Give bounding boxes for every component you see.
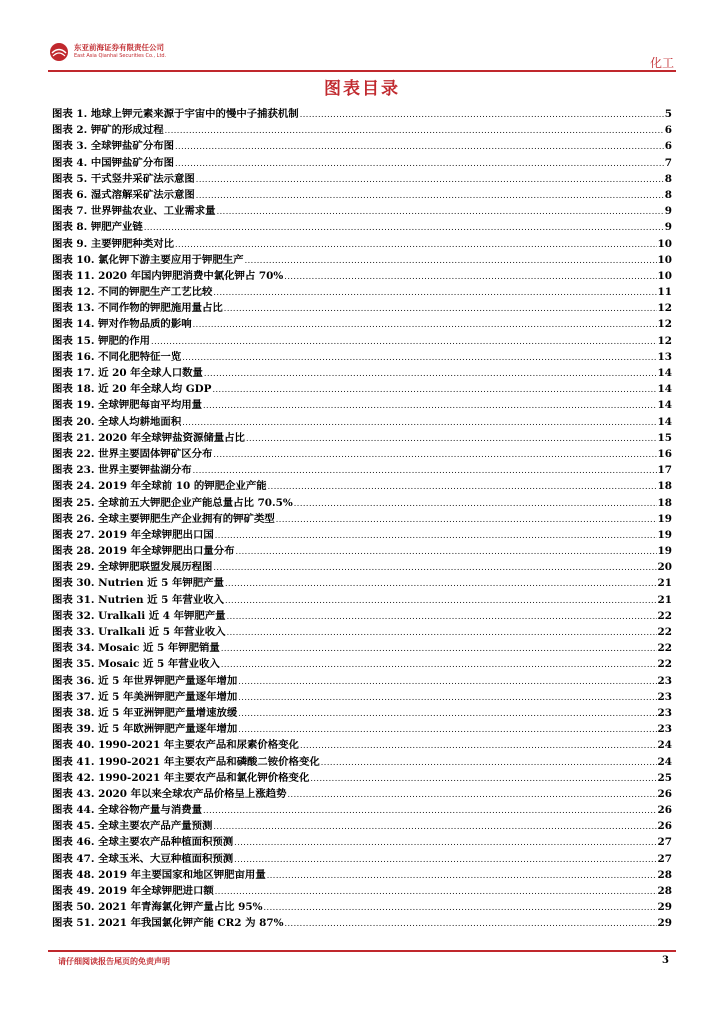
toc-leader-dots [213,818,656,835]
toc-entry[interactable] [52,834,672,850]
toc-entry-page[interactable]: 14 [657,415,672,428]
toc-entry-page[interactable]: 28 [657,885,672,897]
toc-entry[interactable] [52,527,672,543]
toc-entry[interactable] [52,592,672,608]
toc-leader-dots [227,624,657,641]
toc-entry[interactable] [52,333,672,349]
toc-entry-page[interactable]: 14 [657,383,672,396]
toc-entry-label[interactable]: 图表 31. Nutrien 近 5 年营业收入 [52,593,224,606]
toc-leader-dots [321,754,657,771]
toc-entry-label[interactable]: 图表 3. 全球钾盐矿分布图 [52,140,174,153]
toc-entry[interactable] [52,721,672,737]
toc-entry-label[interactable]: 图表 37. 近 5 年美洲钾肥产量逐年增加 [52,690,238,703]
toc-entry-label[interactable]: 图表 11. 2020 年国内钾肥消费中氯化钾占 70% [52,269,284,282]
toc-entry-label[interactable]: 图表 48. 2019 年主要国家和地区钾肥亩用量 [52,868,266,881]
toc-leader-dots [196,187,664,204]
toc-entry-page[interactable]: 22 [657,642,672,655]
toc-entry[interactable] [52,705,672,721]
toc-leader-dots [151,333,656,350]
toc-leader-dots [213,559,656,576]
toc-entry-label[interactable]: 图表 26. 全球主要钾肥生产企业拥有的钾矿类型 [52,512,275,525]
toc-leader-dots [246,430,657,447]
toc-entry[interactable] [52,559,672,575]
toc-entry[interactable] [52,818,672,834]
company-name-cn: 东亚前海证券有限责任公司 [74,43,164,52]
toc-leader-dots [193,462,657,479]
toc-entry-page[interactable]: 21 [657,593,672,606]
toc-entry-page[interactable]: 12 [657,334,672,347]
toc-entry[interactable] [52,754,672,770]
toc-entry-page[interactable]: 29 [657,917,672,930]
toc-entry-page[interactable]: 26 [657,787,672,800]
toc-entry[interactable] [52,381,672,397]
toc-leader-dots [234,834,656,851]
toc-leader-dots [182,414,656,431]
toc-entry[interactable] [52,106,672,122]
toc-entry-label[interactable]: 图表 27. 2019 年全球钾肥出口国 [52,528,214,541]
toc-entry-page[interactable]: 12 [657,302,672,315]
toc-entry-label[interactable]: 图表 38. 近 5 年亚洲钾肥产量增速放缓 [52,706,238,719]
toc-entry[interactable] [52,495,672,511]
toc-entry[interactable] [52,430,672,446]
toc-entry-page[interactable]: 21 [657,577,672,590]
toc-leader-dots [213,284,656,301]
toc-leader-dots [213,446,656,463]
toc-leader-dots [225,592,657,609]
toc-leader-dots [175,138,664,155]
toc-entry[interactable] [52,138,672,154]
toc-entry-label[interactable]: 图表 42. 1990-2021 年主要农产品和氯化钾价格变化 [52,771,310,784]
toc-entry[interactable] [52,883,672,899]
toc-entry-label[interactable]: 图表 13. 不同作物的钾肥施用量占比 [52,302,223,315]
toc-leader-dots [300,737,657,754]
toc-entry[interactable] [52,446,672,462]
toc-leader-dots [182,349,656,366]
toc-entry-label[interactable]: 图表 49. 2019 年全球钾肥进口额 [52,885,214,897]
toc-leader-dots [165,122,664,139]
toc-leader-dots [227,608,657,625]
toc-entry-label[interactable]: 图表 25. 全球前五大钾肥企业产能总量占比 70.5% [52,496,293,509]
toc-leader-dots [284,915,656,932]
toc-entry-label[interactable]: 图表 2. 钾矿的形成过程 [52,124,164,137]
toc-entry[interactable] [52,187,672,203]
toc-entry-page[interactable]: 9 [664,205,672,218]
toc-entry-label[interactable]: 图表 34. Mosaic 近 5 年钾肥销量 [52,642,220,655]
toc-leader-dots [215,883,657,900]
footer-disclaimer: 请仔细阅读报告尾页的免责声明 [58,957,170,966]
toc-entry-page[interactable]: 29 [657,901,672,914]
toc-entry[interactable] [52,219,672,235]
section-label: 化工 [649,56,674,70]
toc-leader-dots [264,899,657,916]
toc-title: 图表目录 [324,79,400,99]
toc-entry-page[interactable]: 26 [657,804,672,817]
company-logo [48,40,198,64]
toc-entry-label[interactable]: 图表 6. 湿式溶解采矿法示意图 [52,188,195,201]
toc-leader-dots [267,867,657,884]
toc-leader-dots [284,268,656,285]
toc-leader-dots [203,397,657,414]
toc-entry-page[interactable]: 26 [657,820,672,833]
toc-entry-label[interactable]: 图表 4. 中国钾盐矿分布图 [52,156,174,169]
toc-entry-page[interactable]: 7 [664,156,672,169]
toc-list [52,106,672,932]
toc-entry-label[interactable]: 图表 39. 近 5 年欧洲钾肥产量逐年增加 [52,723,238,736]
toc-leader-dots [215,527,657,544]
toc-entry[interactable] [52,236,672,252]
toc-entry-page[interactable]: 15 [657,431,672,444]
toc-entry[interactable] [52,802,672,818]
toc-leader-dots [175,236,657,253]
toc-entry-label[interactable]: 图表 21. 2020 年全球钾盐资源储量占比 [52,431,245,444]
toc-entry-page[interactable]: 24 [657,739,672,752]
toc-entry[interactable] [52,640,672,656]
toc-entry-page[interactable]: 17 [657,464,672,477]
toc-entry-label[interactable]: 图表 7. 世界钾盐农业、工业需求量 [52,205,216,218]
toc-entry[interactable] [52,349,672,365]
toc-leader-dots [221,656,657,673]
toc-entry-label[interactable]: 图表 16. 不同化肥特征一览 [52,350,182,363]
toc-leader-dots [193,316,657,333]
toc-leader-dots [221,640,657,657]
toc-entry-page[interactable]: 20 [657,561,672,574]
toc-entry[interactable] [52,478,672,494]
toc-leader-dots [203,802,657,819]
toc-entry[interactable] [52,316,672,332]
toc-entry-label[interactable]: 图表 19. 全球钾肥每亩平均用量 [52,399,202,412]
toc-leader-dots [310,770,656,787]
toc-entry-label[interactable]: 图表 51. 2021 年我国氯化钾产能 CR2 为 87% [52,917,284,930]
toc-leader-dots [276,511,657,528]
toc-entry-page[interactable]: 22 [657,658,672,671]
toc-entry-page[interactable]: 14 [657,367,672,379]
toc-entry-page[interactable]: 23 [657,723,672,736]
toc-entry-label[interactable]: 图表 32. Uralkali 近 4 年钾肥产量 [52,609,226,622]
toc-leader-dots [225,575,657,592]
toc-entry-page[interactable]: 25 [657,771,672,784]
toc-entry-page[interactable]: 18 [657,496,672,509]
toc-entry-label[interactable]: 图表 41. 1990-2021 年主要农产品和磷酸二铵价格变化 [52,755,320,768]
toc-entry-label[interactable]: 图表 40. 1990-2021 年主要农产品和尿素价格变化 [52,739,299,752]
toc-entry[interactable] [52,122,672,138]
toc-entry[interactable] [52,786,672,802]
toc-entry-label[interactable]: 图表 5. 干式竖井采矿法示意图 [52,172,195,185]
toc-entry-label[interactable]: 图表 12. 不同的钾肥生产工艺比较 [52,286,213,299]
toc-entry[interactable] [52,737,672,753]
toc-entry-label[interactable]: 图表 23. 世界主要钾盐湖分布 [52,464,192,477]
toc-leader-dots [204,365,657,382]
toc-entry-label[interactable]: 图表 46. 全球主要农产品种植面积预测 [52,836,234,849]
toc-entry-page[interactable]: 10 [657,237,672,250]
toc-entry-label[interactable]: 图表 9. 主要钾肥种类对比 [52,237,174,250]
page-number: 3 [662,955,669,966]
toc-entry-label[interactable]: 图表 36. 近 5 年世界钾肥产量逐年增加 [52,674,238,687]
toc-entry-label[interactable]: 图表 28. 2019 年全球钾肥出口量分布 [52,545,235,558]
toc-entry[interactable] [52,268,672,284]
toc-entry-label[interactable]: 图表 29. 全球钾肥联盟发展历程图 [52,561,213,574]
toc-leader-dots [144,219,664,236]
toc-leader-dots [224,300,657,317]
toc-entry-page[interactable]: 13 [657,350,672,363]
header-divider [48,70,676,72]
toc-entry-label[interactable]: 图表 45. 全球主要农产品产量预测 [52,820,213,833]
toc-entry-label[interactable]: 图表 18. 近 20 年全球人均 GDP [52,383,212,396]
toc-entry[interactable] [52,770,672,786]
toc-entry-page[interactable]: 23 [657,674,672,687]
toc-leader-dots [294,495,657,512]
toc-entry-label[interactable]: 图表 17. 近 20 年全球人口数量 [52,367,203,379]
toc-leader-dots [288,786,657,803]
toc-entry-page[interactable]: 19 [657,528,672,541]
company-logo-icon [48,42,70,62]
toc-leader-dots [238,689,656,706]
toc-leader-dots [234,851,656,868]
toc-entry[interactable] [52,899,672,915]
toc-entry-page[interactable]: 28 [657,868,672,881]
toc-entry-label[interactable]: 图表 43. 2020 年以来全球农产品价格呈上涨趋势 [52,787,287,800]
toc-entry-label[interactable]: 图表 1. 地球上钾元素来源于宇宙中的慢中子捕获机制 [52,108,299,120]
toc-entry[interactable] [52,252,672,268]
toc-entry-page[interactable]: 8 [664,188,672,201]
toc-entry-page[interactable]: 6 [664,124,672,137]
toc-entry-page[interactable]: 23 [657,706,672,719]
toc-entry[interactable] [52,462,672,478]
toc-entry[interactable] [52,511,672,527]
toc-entry-label[interactable]: 图表 33. Uralkali 近 5 年营业收入 [52,626,226,638]
toc-entry[interactable] [52,689,672,705]
toc-entry-page[interactable]: 27 [657,836,672,849]
toc-entry-page[interactable]: 19 [657,512,672,525]
toc-entry-page[interactable]: 10 [657,253,672,266]
toc-entry-page[interactable]: 6 [664,140,672,153]
toc-entry-label[interactable]: 图表 8. 钾肥产业链 [52,221,143,234]
toc-entry[interactable] [52,543,672,559]
toc-entry-page[interactable]: 8 [664,172,672,185]
toc-entry-page[interactable]: 9 [664,221,672,234]
toc-entry[interactable] [52,414,672,430]
toc-entry[interactable] [52,915,672,931]
toc-entry[interactable] [52,397,672,413]
toc-entry[interactable] [52,656,672,672]
toc-entry-label[interactable]: 图表 20. 全球人均耕地面积 [52,415,182,428]
toc-entry-page[interactable]: 22 [657,609,672,622]
toc-entry[interactable] [52,624,672,640]
toc-leader-dots [300,106,664,123]
toc-leader-dots [238,721,656,738]
toc-entry-label[interactable]: 图表 44. 全球谷物产量与消费量 [52,804,202,817]
toc-entry[interactable] [52,851,672,867]
toc-entry-label[interactable]: 图表 47. 全球玉米、大豆种植面积预测 [52,852,234,865]
toc-leader-dots [236,543,657,560]
toc-leader-dots [175,155,664,172]
toc-entry-label[interactable]: 图表 35. Mosaic 近 5 年营业收入 [52,658,220,671]
toc-entry-page[interactable]: 16 [657,447,672,460]
toc-entry[interactable] [52,284,672,300]
toc-entry-label[interactable]: 图表 30. Nutrien 近 5 年钾肥产量 [52,577,224,590]
toc-leader-dots [245,252,657,269]
toc-leader-dots [196,171,664,188]
toc-leader-dots [217,203,664,220]
toc-entry-page[interactable]: 19 [657,545,672,558]
toc-entry-page[interactable]: 12 [657,318,672,331]
toc-entry-page[interactable]: 18 [657,480,672,493]
toc-entry-label[interactable]: 图表 15. 钾肥的作用 [52,334,151,347]
company-name-en: East Asia Qianhai Securities Co., Ltd. [74,53,167,59]
toc-entry-page[interactable]: 11 [657,286,672,299]
toc-entry-page[interactable]: 5 [664,108,672,120]
toc-entry[interactable] [52,203,672,219]
toc-entry-label[interactable]: 图表 50. 2021 年青海氯化钾产量占比 95% [52,901,263,914]
toc-entry-label[interactable]: 图表 14. 钾对作物品质的影响 [52,318,192,331]
toc-entry[interactable] [52,171,672,187]
toc-leader-dots [238,705,656,722]
toc-entry-page[interactable]: 24 [657,755,672,768]
toc-entry-page[interactable]: 23 [657,690,672,703]
toc-entry-label[interactable]: 图表 24. 2019 年全球前 10 的钾肥企业产能 [52,480,267,493]
toc-leader-dots [238,673,656,690]
toc-entry-page[interactable]: 27 [657,852,672,865]
toc-entry-page[interactable]: 10 [657,269,672,282]
toc-entry[interactable] [52,365,672,381]
toc-entry[interactable] [52,300,672,316]
footer-divider [48,950,676,952]
toc-entry-page[interactable]: 22 [657,626,672,638]
toc-leader-dots [212,381,656,398]
toc-entry-label[interactable]: 图表 10. 氯化钾下游主要应用于钾肥生产 [52,253,244,266]
toc-entry[interactable] [52,155,672,171]
toc-entry[interactable] [52,673,672,689]
toc-entry[interactable] [52,867,672,883]
toc-leader-dots [268,478,657,495]
toc-entry-label[interactable]: 图表 22. 世界主要固体钾矿区分布 [52,447,213,460]
toc-entry[interactable] [52,575,672,591]
toc-entry-page[interactable]: 14 [657,399,672,412]
toc-entry[interactable] [52,608,672,624]
